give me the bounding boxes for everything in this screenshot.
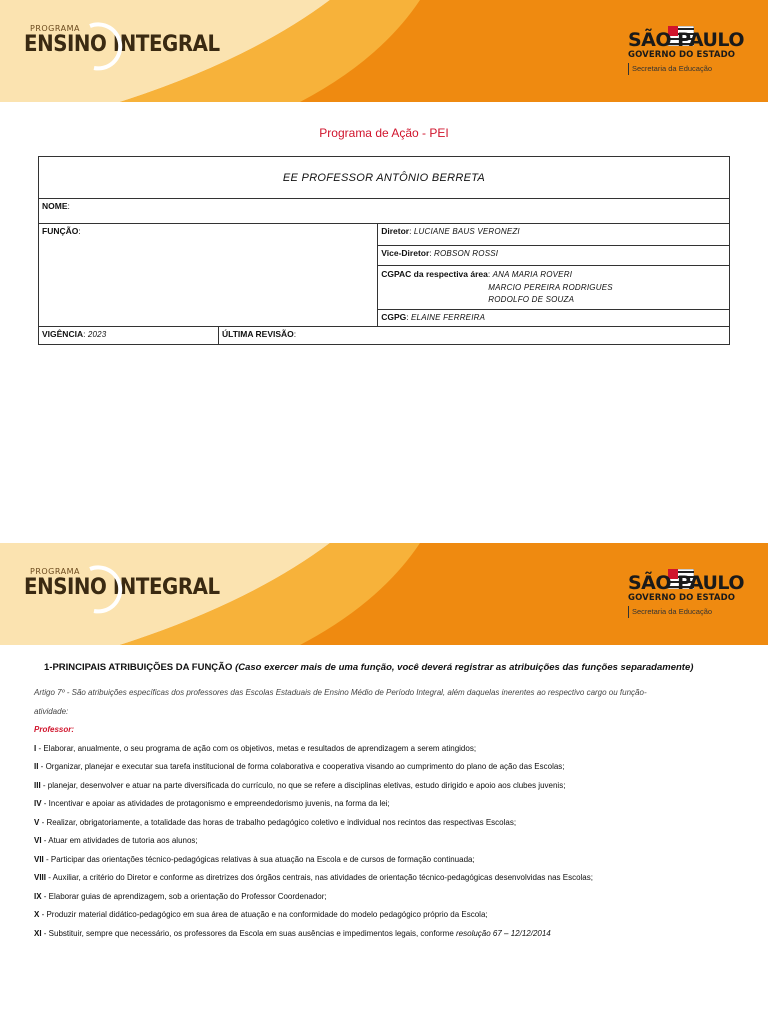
program-small-label: PROGRAMA: [30, 24, 80, 33]
ensino-integral-logo-2: [24, 567, 241, 600]
ultima-revisao-field[interactable]: ÚLTIMA REVISÃO:: [219, 326, 730, 344]
list-item: II - Organizar, planejar e executar sua tarefa institucional de forma colaborativa e cooperativa visando ao cumprimento do plano de ação das Escolas;: [34, 762, 565, 771]
cgpac-value-3: RODOLFO DE SOUZA: [488, 295, 575, 304]
vigencia-field: VIGÊNCIA: 2023: [39, 326, 219, 344]
diretor-field: Diretor: LUCIANE BAUS VERONEZI: [378, 224, 730, 246]
funcao-label: FUNÇÃO: [42, 226, 79, 236]
nome-field[interactable]: NOME:: [39, 199, 730, 224]
cgpg-field: CGPG: ELAINE FERREIRA: [378, 309, 730, 326]
cgpac-label: CGPAC da respectiva área: [381, 269, 488, 279]
list-item: VII - Participar das orientações técnico-pedagógicas relativas à sua atuação na Escola e de cursos de formação continuada;: [34, 854, 475, 864]
attributions-content: [34, 684, 734, 943]
vigencia-value: 2023: [87, 329, 107, 339]
list-item: V - Realizar, obrigatoriamente, a totalidade das horas de trabalho pedagógico coletivo e individual nos recintos das respectivas Escolas;: [34, 817, 517, 827]
ensino-integral-logo: [24, 24, 241, 57]
vice-diretor-label: Vice-Diretor: [381, 248, 430, 258]
resolution-reference: resolução 67 – 12/12/2014: [456, 928, 551, 938]
cgpac-value-1: ANA MARIA ROVERI: [492, 270, 573, 279]
program-name: ENSINO INTEGRAL: [24, 32, 220, 57]
state-name-2: SÃO PAULO: [628, 572, 744, 594]
list-item: III - planejar, desenvolver e atuar na parte diversificada do currículo, no que se refere a disciplinas eletivas, estudo dirigido e apoio aos clubes juvenis;: [34, 780, 566, 790]
list-item: IX - Elaborar guias de aprendizagem, sob a orientação do Professor Coordenador;: [34, 891, 327, 901]
state-government: GOVERNO DO ESTADO: [628, 50, 736, 60]
program-small-label-2: PROGRAMA: [30, 567, 80, 576]
header-banner: [0, 0, 768, 102]
nome-label: NOME: [42, 201, 68, 211]
cgpac-value-2: MARCIO PEREIRA RODRIGUES: [488, 282, 613, 292]
secretaria-label-2: Secretaria da Educação: [628, 606, 744, 618]
sao-paulo-logo-2: [628, 573, 744, 618]
ensino-integral-arc-icon: [80, 563, 130, 617]
section-title: [44, 662, 693, 673]
list-item: I - Elaborar, anualmente, o seu programa de ação com os objetivos, metas e resultados de aprendizagem a serem atingidos;: [34, 743, 477, 753]
vice-diretor-value: ROBSON ROSSI: [434, 249, 499, 258]
role-label: Professor:: [34, 725, 75, 734]
section-title-note: (Caso exercer mais de uma função, você deverá registrar as atribuições das funções separadamente): [235, 662, 694, 673]
secretaria-label: Secretaria da Educação: [628, 63, 744, 75]
state-government-2: GOVERNO DO ESTADO: [628, 593, 736, 603]
document-title: Programa de Ação - PEI: [319, 126, 449, 140]
cgpg-label: CGPG: [381, 311, 407, 322]
header-banner-page-2: [0, 543, 768, 645]
program-name-2: ENSINO INTEGRAL: [24, 575, 220, 600]
vigencia-label: VIGÊNCIA: [42, 328, 84, 339]
state-name: SÃO PAULO: [628, 29, 744, 51]
section-title-text: 1-PRINCIPAIS ATRIBUIÇÕES DA FUNÇÃO: [44, 662, 233, 673]
list-item: VI - Atuar em atividades de tutoria aos alunos;: [34, 836, 198, 845]
list-item: X - Produzir material didático-pedagógico em sua área de atuação e na conformidade do modelo pedagógico próprio da Escola;: [34, 910, 488, 919]
cgpg-value: ELAINE FERREIRA: [411, 312, 486, 322]
sao-paulo-logo: [628, 30, 744, 75]
article-line-2: atividade:: [34, 706, 69, 716]
ultima-revisao-label: ÚLTIMA REVISÃO: [222, 328, 294, 339]
article-line-1: Artigo 7º - São atribuições específicas dos professores das Escolas Estaduais de Ensino Médio de Período Integral, além daquelas inerentes ao respectivo cargo ou função-: [34, 688, 647, 697]
cgpac-field: CGPAC da respectiva área: ANA MARIA ROVERI MARCIO PEREIRA RODRIGUES RODOLFO DE SOUZA: [378, 266, 730, 310]
funcao-field[interactable]: FUNÇÃO:: [39, 224, 378, 327]
vice-diretor-field: Vice-Diretor: ROBSON ROSSI: [378, 246, 730, 266]
list-item: XI - Substituir, sempre que necessário, os professores da Escola em suas ausências e impedimentos legais, conforme resolução 67 – 12/12/2014: [34, 928, 551, 938]
school-name: EE PROFESSOR ANTÔNIO BERRETA: [39, 157, 730, 199]
identification-table: [38, 156, 730, 345]
diretor-value: LUCIANE BAUS VERONEZI: [413, 227, 520, 236]
list-item: VIII - Auxiliar, a critério do Diretor e conforme as diretrizes dos órgãos centrais, nas atividades de orientação técnico-pedagógicas desenvolvidas nas Escolas;: [34, 873, 593, 882]
diretor-label: Diretor: [381, 226, 410, 236]
list-item: IV - Incentivar e apoiar as atividades de protagonismo e empreendedorismo juvenis, na forma da lei;: [34, 799, 390, 808]
ensino-integral-arc-icon: [80, 20, 130, 74]
